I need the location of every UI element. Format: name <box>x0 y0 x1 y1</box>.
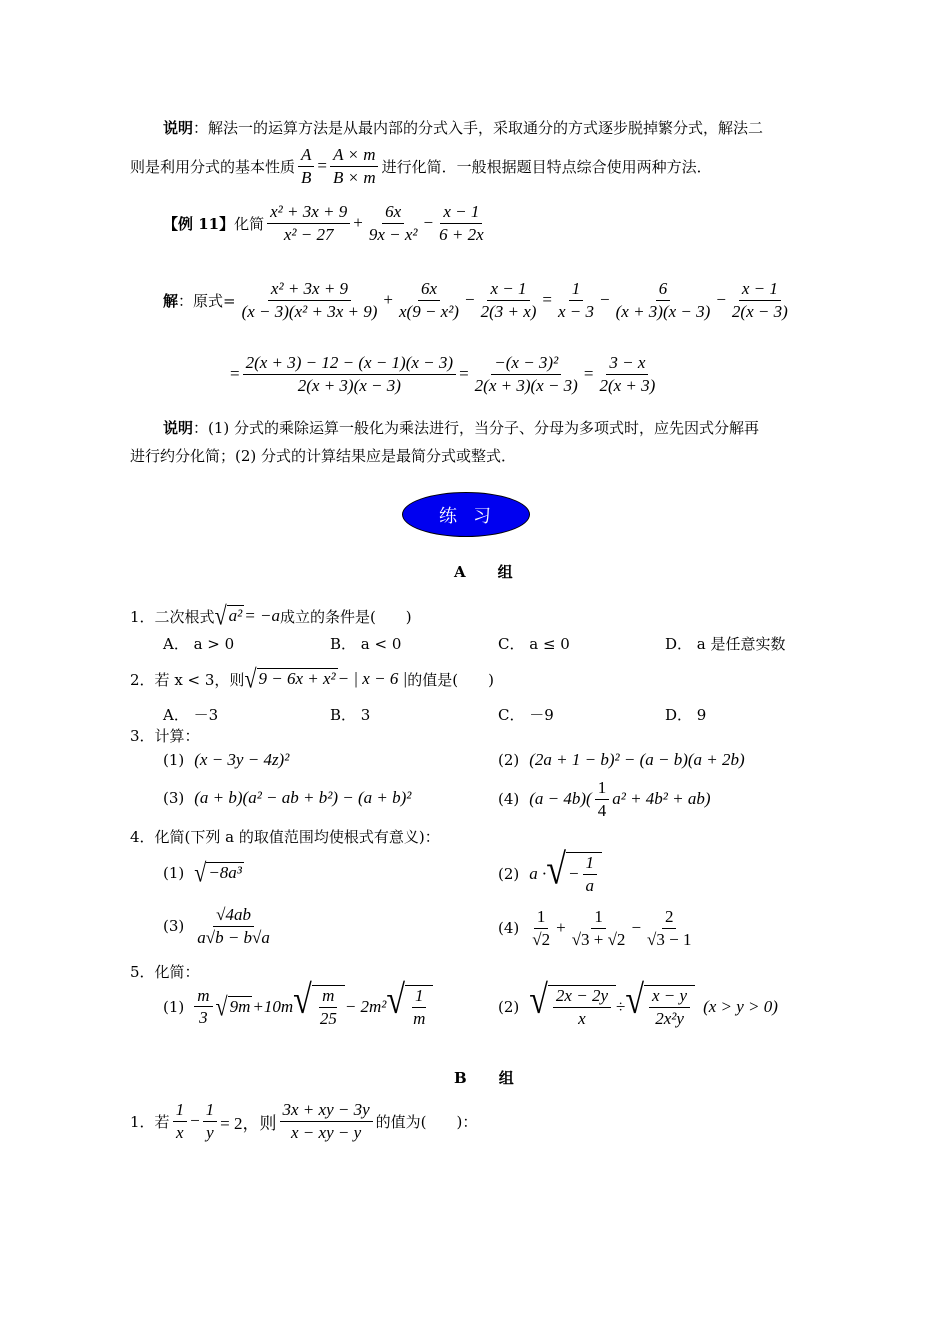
group-a-title: A 组 <box>454 563 513 581</box>
q3-item-3: (3) (a + b)(a² − ab + b²) − (a + b)² <box>163 788 412 807</box>
question-a5-title: 5．化简： <box>130 963 200 981</box>
example-11: 【例 11】 化简 $\frac{\text{x² + 3x + 9}}{\text{x² − 27}}$ + $\frac{6x}{\text{9x − x²}}$ − $\frac{x - 1}{6 + 2x}$ <box>163 202 484 244</box>
question-a3-title: 3．计算： <box>130 727 200 745</box>
q4-item-3: (3) $\frac{√4ab}{a√b - b√a}$ <box>163 905 270 947</box>
note1-line1: 说明：解法一的运算方法是从最内部的分式入手，采取通分的方式逐步脱掉繁分式，解法二 <box>163 119 764 137</box>
q4-item-1: (1) √ −8a³ <box>163 857 242 888</box>
note-label: 说明 <box>163 119 194 137</box>
solution-line2: = $\frac{2(x + 3) - 12 - (x - 1)(x - 3)}{2(x + 3)(x - 3)}$ = $\frac{\text{−(x − 3)²}}{2(x + 3)(x - 3)}$ = $\frac{3 - x}{2(x + 3)}$ <box>230 353 656 395</box>
q5-item-2: (2) √ $\frac{2x - 2y}{x}$ ÷ √ $\frac{x - y}{\text{2x²y}}$ (x > y > 0) <box>498 978 778 1028</box>
question-a1: 1． 二次根式 √ a² = −a 成立的条件是( ) <box>130 600 412 631</box>
q2-option-b: B． 3 <box>330 706 371 724</box>
question-a4-title: 4．化简(下列 a 的取值范围均使根式有意义)： <box>130 828 440 846</box>
q4-item-2: (2) a · √ − $\frac{1}{a}$ <box>498 852 602 895</box>
q3-item-2: (2) (2a + 1 − b)² − (a − b)(a + 2b) <box>498 750 745 769</box>
note2-line1: 说明：(1) 分式的乘除运算一般化为乘法进行，当分子、分母为多项式时，应先因式分解再 <box>163 419 760 437</box>
q2-option-a: A． －3 <box>163 706 219 724</box>
q2-option-c: C． －9 <box>498 706 554 724</box>
note2-line2: 进行约分化简；(2) 分式的计算结果应是最简分式或整式． <box>130 447 517 465</box>
q1-option-c: C． a ≤ 0 <box>498 635 570 653</box>
q4-item-4: (4) $\frac{1}{√2}$ + $\frac{1}{√3 + √2}$ − $\frac{2}{√3 - 1}$ <box>498 907 692 949</box>
q5-item-1: (1) $\frac{m}{3}$ √ 9m +10m √ $\frac{m}{25}$ − 2m² √ $\frac{1}{m}$ <box>163 985 433 1028</box>
solution-line1: 解 ：原式= $\frac{\text{x² + 3x + 9}}{\text{(x − 3)(x² + 3x + 9)}}$ + $\frac{6x}{\text{x(9 − x²)}}$ − $\frac{x - 1}{2(3 + x)}$ = $\frac{1}{x - 3}$ − $\frac{6}{(x + 3)(x - 3)}$ − $\frac{x - 1}{2(x - 3)}$ <box>163 279 788 321</box>
q1-option-a: A． a > 0 <box>163 635 235 653</box>
practice-badge: 练习 <box>402 492 530 537</box>
fraction: $\frac{A \times m}{B \times m}$ <box>330 145 379 187</box>
sqrt: √ 9 − 6x + x² <box>244 663 336 694</box>
q1-option-d: D． a 是任意实数 <box>665 635 786 653</box>
sqrt: √ a² <box>214 600 243 631</box>
q1-option-b: B． a < 0 <box>330 635 402 653</box>
q3-item-4: (4) (a − 4b)( $\frac{1}{4}$ a² + 4b² + ab) <box>498 778 711 820</box>
question-a2: 2． 若 x < 3，则 √ 9 − 6x + x² − | x − 6 | 的值是( ) <box>130 663 494 694</box>
group-b-title: B 组 <box>454 1069 514 1087</box>
q2-option-d: D． 9 <box>665 706 707 724</box>
q3-item-1: (1) (x − 3y − 4z)² <box>163 750 290 769</box>
question-b1: 1． 若 $\frac{1}{x}$ − $\frac{1}{y}$ = 2，则 $\frac{3x + xy - 3y}{x - xy - y}$ 的值为( )： <box>130 1100 478 1142</box>
note1-line2: 则是利用分式的基本性质 $\frac{A}{B}$ = $\frac{A \times m}{B \times m}$ 进行化简．一般根据题目特点综合使用两种方法． <box>130 145 712 187</box>
fraction: $\frac{A}{B}$ <box>298 145 314 187</box>
